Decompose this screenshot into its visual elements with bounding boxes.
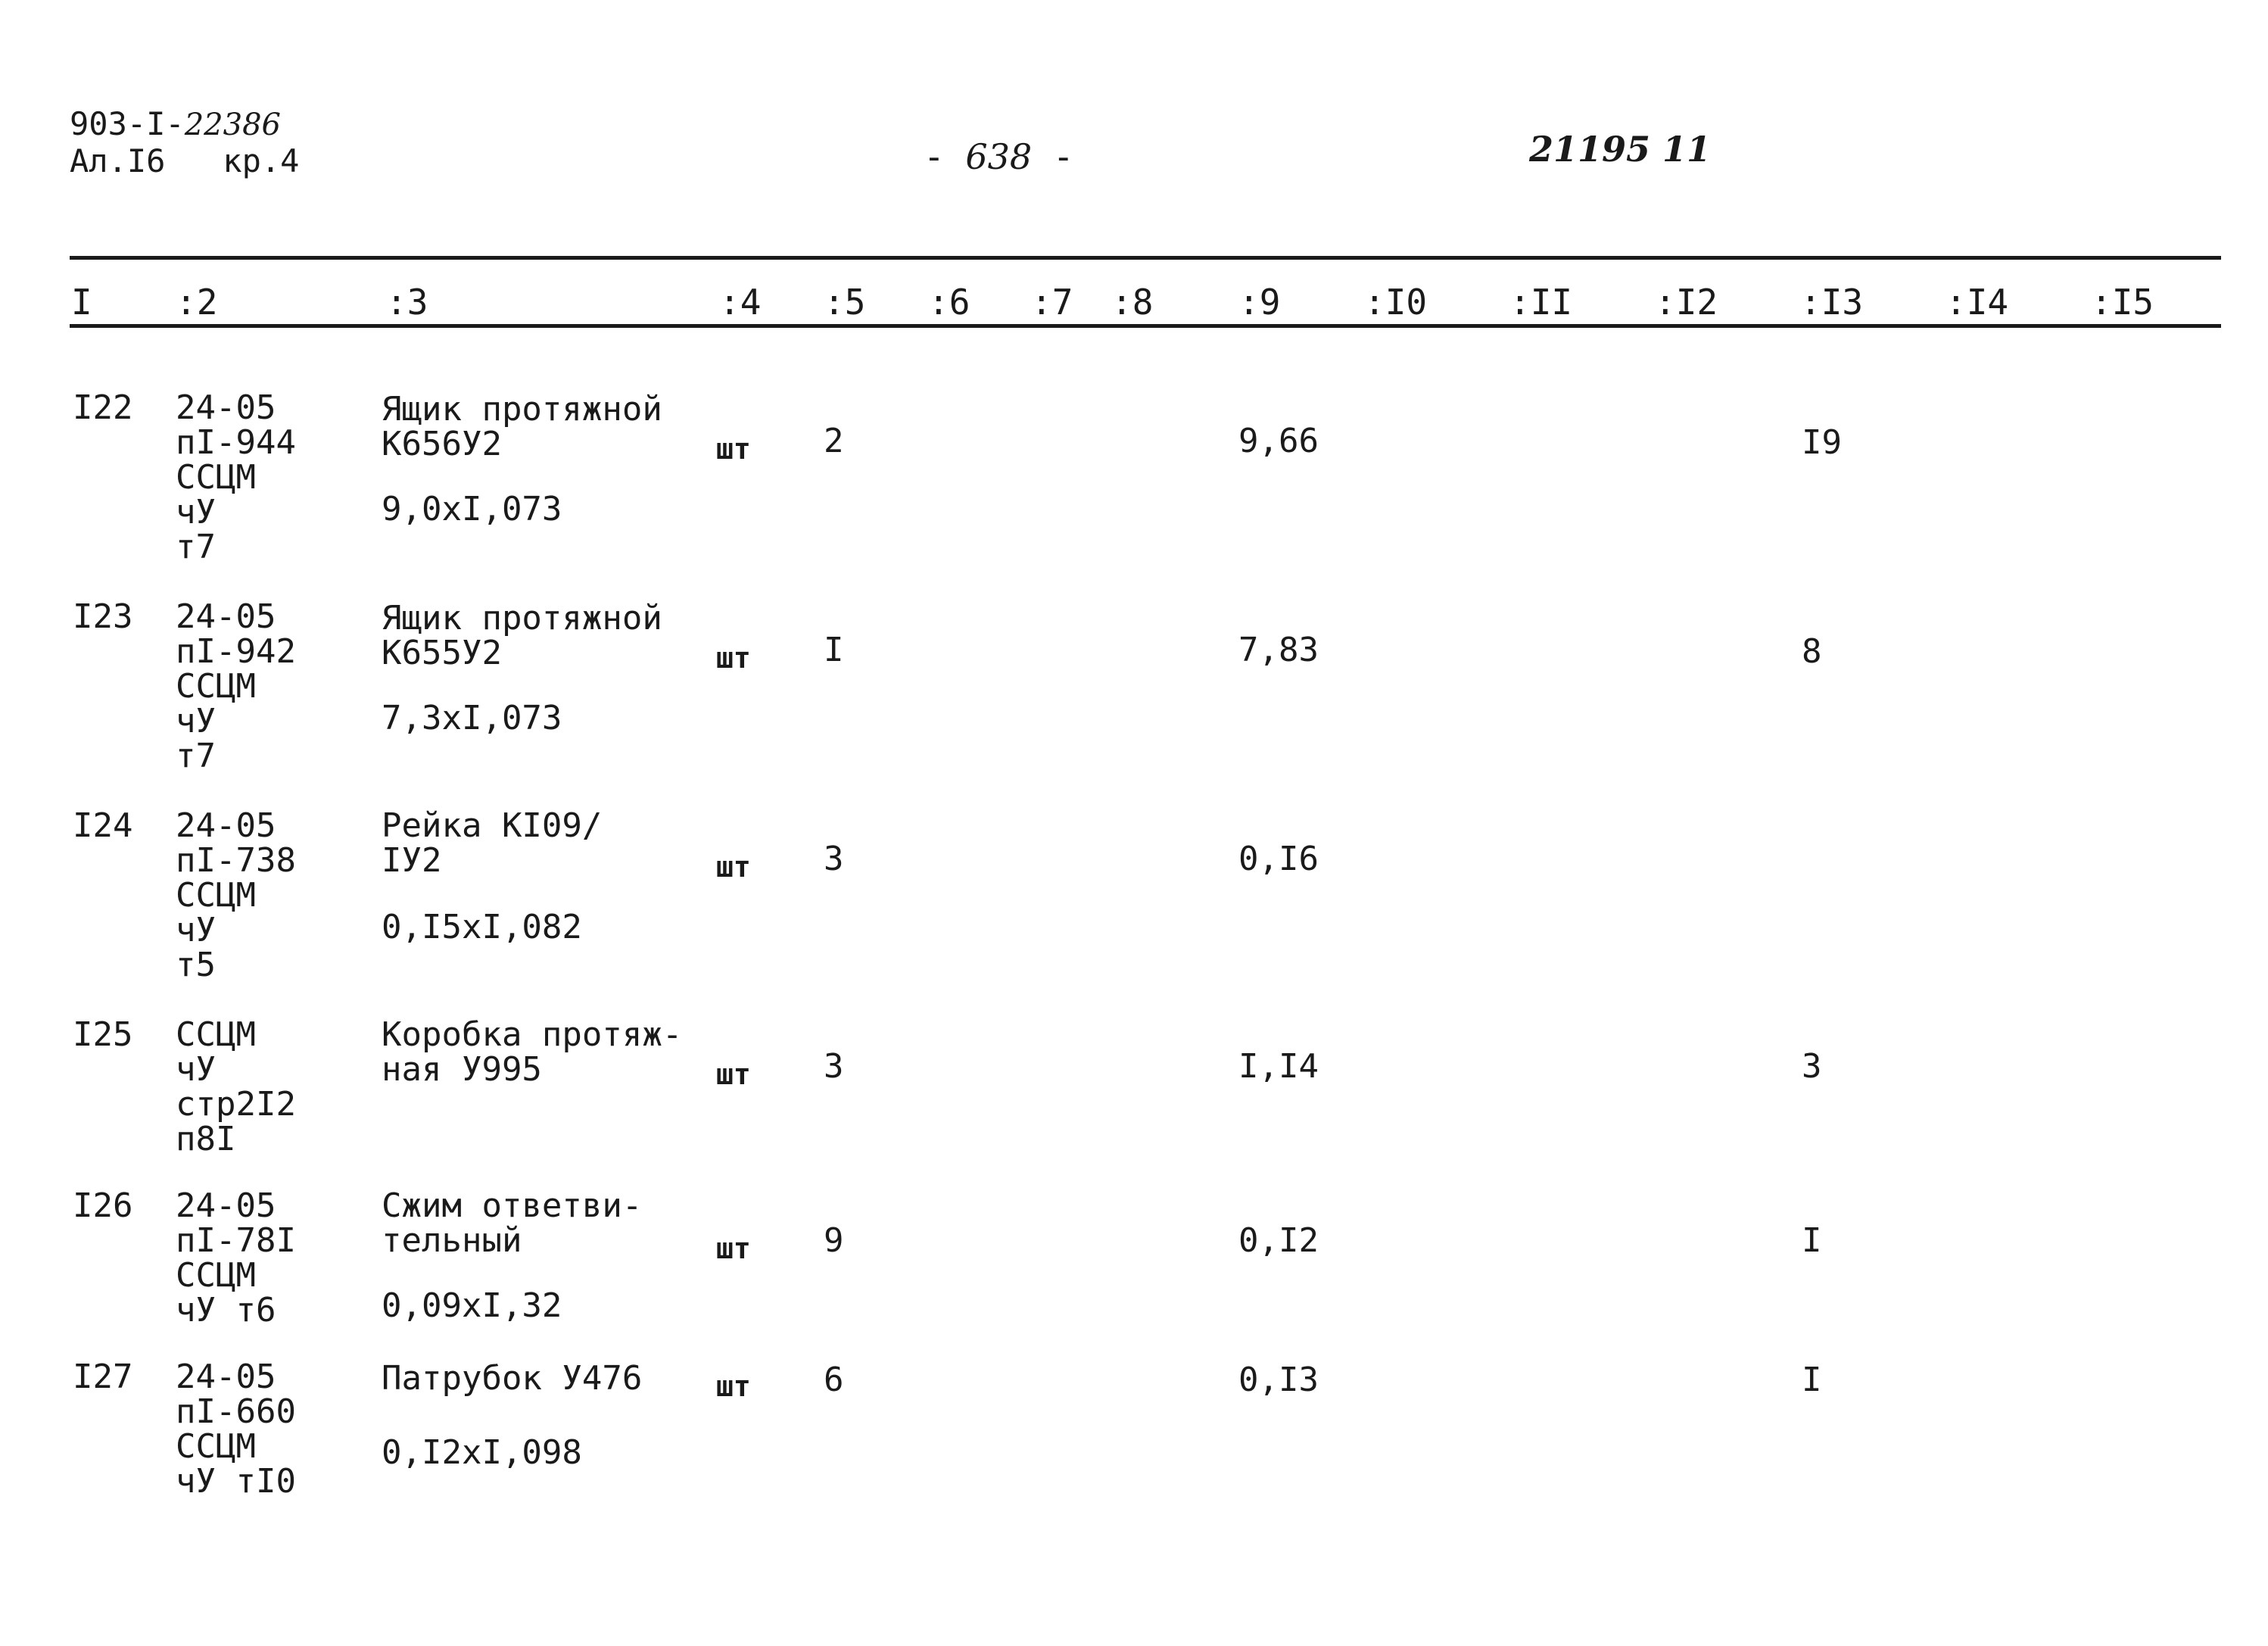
row-number: I26 (73, 1186, 133, 1225)
sheet-line: Ал.I6 кр.4 (70, 142, 300, 179)
row-unit: шт (716, 641, 751, 675)
col-header-1: I (71, 282, 92, 323)
col-header-8: :8 (1111, 282, 1154, 323)
row-quantity: 3 (824, 1047, 844, 1086)
page-number-suffix: - (1032, 136, 1074, 177)
row-name: Сжим ответви- тельный (382, 1186, 643, 1260)
row-unit: шт (716, 1058, 751, 1091)
row-calc: 0,09хI,32 (382, 1286, 562, 1325)
row-reference: ССЦМ чУ стр2I2 п8I (176, 1015, 296, 1158)
row-col13: 3 (1802, 1047, 1822, 1086)
row-unit: шт (716, 1232, 751, 1265)
page-number (924, 136, 1074, 177)
document-code-handwritten: 22386 (184, 108, 281, 142)
row-number: I22 (73, 388, 133, 427)
row-col9: 0,I3 (1238, 1361, 1319, 1399)
row-col13: 8 (1802, 632, 1822, 671)
page-number-prefix: - (924, 136, 966, 177)
row-unit: шт (716, 432, 751, 466)
table-header-rule (70, 324, 2221, 328)
row-reference: 24-05 пI-942 ССЦМ чУ т7 (176, 597, 296, 775)
row-quantity: 3 (824, 840, 844, 878)
document-code-printed: 903-I- (70, 105, 185, 142)
page-number-value: 638 (965, 136, 1033, 177)
col-header-15: :I5 (2091, 282, 2154, 323)
row-quantity: 9 (824, 1221, 844, 1260)
row-col9: 0,I6 (1238, 840, 1319, 878)
row-col13: I (1802, 1221, 1822, 1260)
col-header-10: :I0 (1364, 282, 1428, 323)
row-name: Рейка КI09/ IУ2 (382, 806, 603, 880)
row-name: Ящик протяжной К656У2 (382, 390, 662, 463)
document-code-block (70, 106, 299, 179)
col-header-6: :6 (928, 282, 970, 323)
row-reference: 24-05 пI-738 ССЦМ чУ т5 (176, 806, 296, 984)
row-reference: 24-05 пI-660 ССЦМ чУ тI0 (176, 1358, 296, 1501)
document-code (70, 106, 299, 143)
row-name: Патрубок У476 (382, 1359, 643, 1398)
row-quantity: 2 (824, 422, 844, 460)
col-header-4: :4 (719, 282, 762, 323)
col-header-5: :5 (824, 282, 866, 323)
table-top-rule (70, 256, 2221, 260)
row-number: I25 (73, 1015, 133, 1054)
col-header-3: :3 (386, 282, 428, 323)
row-reference: 24-05 пI-78I ССЦМ чУ т6 (176, 1186, 296, 1330)
archive-stamp: 21195 11 (1529, 129, 1712, 170)
row-col9: I,I4 (1238, 1047, 1319, 1086)
row-name: Коробка протяж- ная У995 (382, 1015, 683, 1089)
row-name: Ящик протяжной К655У2 (382, 599, 662, 672)
row-col9: 7,83 (1238, 631, 1319, 669)
col-header-7: :7 (1031, 282, 1073, 323)
row-calc: 0,I2хI,098 (382, 1433, 582, 1472)
col-header-11: :II (1509, 282, 1573, 323)
row-col9: 9,66 (1238, 422, 1319, 460)
col-header-13: :I3 (1800, 282, 1864, 323)
row-col13: I (1802, 1361, 1822, 1399)
col-header-9: :9 (1238, 282, 1281, 323)
col-header-14: :I4 (1946, 282, 2009, 323)
row-quantity: 6 (824, 1361, 844, 1399)
row-quantity: I (824, 631, 844, 669)
row-col9: 0,I2 (1238, 1221, 1319, 1260)
col-header-12: :I2 (1655, 282, 1718, 323)
row-unit: шт (716, 850, 751, 884)
row-col13: I9 (1802, 423, 1842, 462)
row-number: I27 (73, 1358, 133, 1396)
row-calc: 0,I5хI,082 (382, 908, 582, 946)
row-number: I24 (73, 806, 133, 845)
row-calc: 7,3хI,073 (382, 699, 562, 737)
row-unit: шт (716, 1370, 751, 1403)
col-header-2: :2 (176, 282, 218, 323)
row-reference: 24-05 пI-944 ССЦМ чУ т7 (176, 388, 296, 566)
row-calc: 9,0хI,073 (382, 490, 562, 528)
row-number: I23 (73, 597, 133, 636)
